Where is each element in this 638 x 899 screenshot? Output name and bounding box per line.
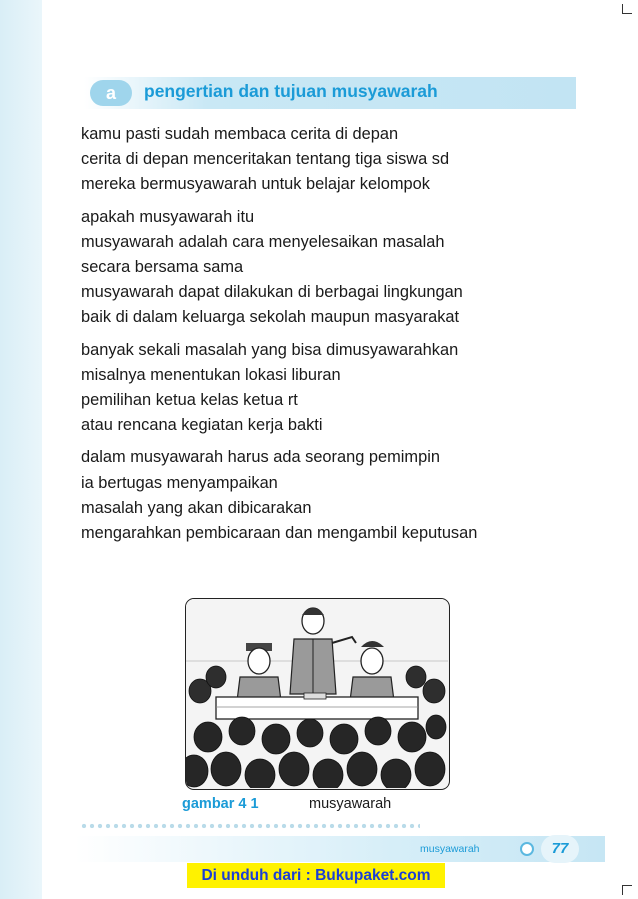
text-line: masalah yang akan dibicarakan <box>81 498 312 517</box>
paragraph-2 <box>81 205 601 331</box>
meeting-illustration <box>185 598 450 790</box>
text-line: mengarahkan pembicaraan dan mengambil keputusan <box>81 524 478 543</box>
body-text <box>81 122 601 553</box>
text-line: apakah musyawarah itu <box>81 207 255 226</box>
text-line: baik di dalam keluarga sekolah maupun masyarakat <box>81 308 460 327</box>
meeting-drawing <box>186 599 448 788</box>
text-line: ia bertugas menyampaikan <box>81 473 278 492</box>
text-line: musyawarah dapat dilakukan di berbagai lingkungan <box>81 283 463 302</box>
text-line: pemilihan ketua kelas ketua rt <box>81 391 298 410</box>
text-line: misalnya menentukan lokasi liburan <box>81 365 341 384</box>
text-line: mereka bermusyawarah untuk belajar kelompok <box>81 175 430 194</box>
footer-ring-icon <box>520 842 534 856</box>
decorative-dots <box>80 822 420 830</box>
paragraph-4 <box>81 445 601 546</box>
text-line: atau rencana kegiatan kerja bakti <box>81 416 323 435</box>
page-number: 77 <box>541 835 579 863</box>
text-line: banyak sekali masalah yang bisa dimusyawarahkan <box>81 340 459 359</box>
crop-mark-top-right <box>622 4 632 14</box>
page-side-band <box>0 0 42 899</box>
section-letter-badge: a <box>90 80 132 106</box>
crop-mark-bottom-right <box>622 885 632 895</box>
paragraph-3 <box>81 338 601 439</box>
figure-caption: musyawarah <box>309 796 392 812</box>
paragraph-1 <box>81 122 601 198</box>
text-line: musyawarah adalah cara menyelesaikan masalah <box>81 232 445 251</box>
text-line: dalam musyawarah harus ada seorang pemimpin <box>81 448 440 467</box>
meeting-table <box>216 693 418 719</box>
download-source-banner: Di unduh dari : Bukupaket.com <box>187 863 445 888</box>
section-title: pengertian dan tujuan musyawarah <box>144 81 438 101</box>
figure-label: gambar 4 1 <box>182 796 259 812</box>
footer-chapter-title: musyawarah <box>420 843 480 855</box>
text-line: cerita di depan menceritakan tentang tiga siswa sd <box>81 150 450 169</box>
text-line: kamu pasti sudah membaca cerita di depan <box>81 125 399 143</box>
text-line: secara bersama sama <box>81 258 244 277</box>
